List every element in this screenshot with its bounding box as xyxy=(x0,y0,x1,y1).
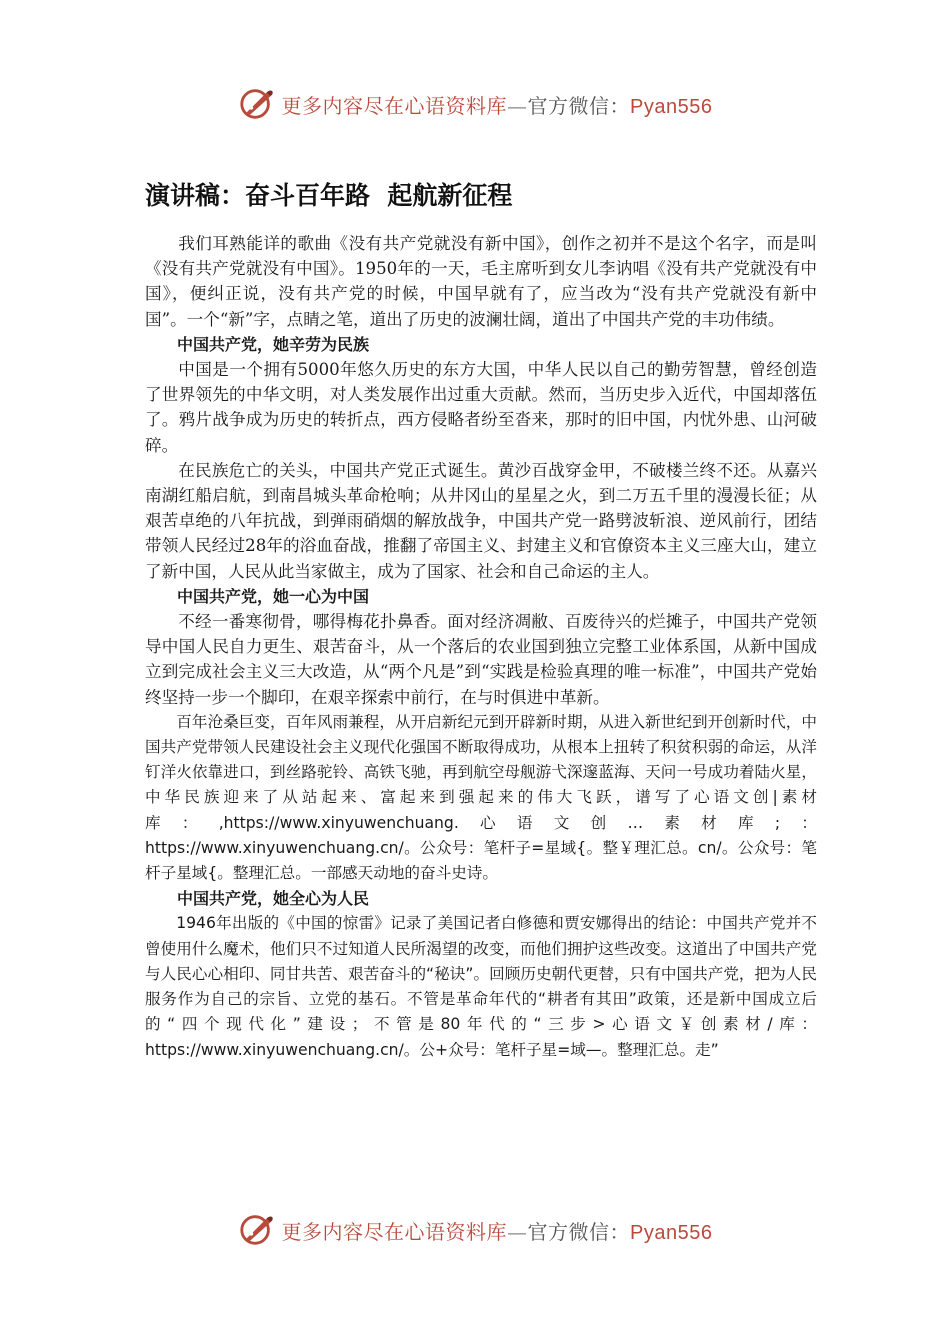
quill-pen-logo-icon xyxy=(238,1211,276,1249)
paragraph-3: 在民族危亡的关头，中国共产党正式诞生。黄沙百战穿金甲，不破楼兰终不还。从嘉兴南湖红船启航，到南昌城头革命枪响；从井冈山的星星之火，到二万五千里的漫漫长征；从艰苦卓绝的八年抗战，到弹雨硝烟的解放战争，中国共产党一路劈波斩浪、逆风前行，团结带领人民经过28年的浴血奋战，推翻了帝国主义、封建主义和官僚资本主义三座大山，建立了新中国，人民从此当家做主，成为了国家、社会和自己命运的主人。 xyxy=(145,460,817,581)
banner-wechat-id: Pyan556 xyxy=(630,95,713,118)
banner-wechat-label: 官方微信： xyxy=(527,93,631,118)
section-heading-2: 中国共产党，她一心为中国 xyxy=(177,586,370,606)
banner-separator: — xyxy=(507,93,528,118)
quill-pen-logo-icon xyxy=(238,85,276,123)
banner-separator: — xyxy=(507,1219,528,1244)
section-heading-3: 中国共产党，她全心为人民 xyxy=(177,889,370,909)
banner-wechat-label: 官方微信： xyxy=(527,1219,631,1244)
paragraph-2: 中国是一个拥有5000年悠久历史的东方大国，中华人民以自己的勤劳智慧，曾经创造了世界领先的中华文明，对人类发展作出过重大贡献。然而，当历史步入近代，中国却落伍了。鸦片战争成为历史的转折点，西方侵略者纷至沓来，那时的旧中国，内忧外患、山河破碎。 xyxy=(145,360,817,455)
banner-text xyxy=(282,1216,713,1245)
banner-main-text: 更多内容尽在心语资料库 xyxy=(281,93,508,118)
banner-main-text: 更多内容尽在心语资料库 xyxy=(281,1219,508,1244)
banner-wechat-id: Pyan556 xyxy=(630,1221,713,1244)
paragraph-6: 1946年出版的《中国的惊雷》记录了美国记者白修德和贾安娜得出的结论：中国共产党并不曾使用什么魔术，他们只不过知道人民所渴望的改变，而他们拥护这些改变。这道出了中国共产党与人民心心相印、同甘共苦、艰苦奋斗的“秘诀”。回顾历史朝代更替，只有中国共产党，把为人民服务作为自己的宗旨、立党的基石。不管是革命年代的“耕者有其田”政策，还是新中国成立后的“四个现代化”建设；不管是80年代的“三步>心语文￥创素材/库：https://www.xinyuwenchuang.cn/。公+众号：笔杆子星=域—。整理汇总。走” xyxy=(145,914,817,1059)
document-title: 演讲稿：奋斗百年路 起航新征程 xyxy=(145,181,513,210)
banner-text xyxy=(282,90,713,119)
document-body xyxy=(145,231,817,1063)
header-banner xyxy=(0,82,950,126)
paragraph-5: 百年沧桑巨变，百年风雨兼程，从开启新纪元到开辟新时期，从进入新世纪到开创新时代，中国共产党带领人民建设社会主义现代化强国不断取得成功，从根本上扭转了积贫积弱的命运，从洋钉洋火依靠进口，到丝路驼铃、高铁飞驰，再到航空母舰游弋深邃蓝海、天问一号成功着陆火星，中华民族迎来了从站起来、富起来到强起来的伟大飞跃，谱写了心语文创|素材库：,https://www.xinyuwenchuang.心语文创…素材库;：https://www.xinyuwenchuang.cn/。公众号：笔杆子=星域{。整￥理汇总。cn/。公众号：笔杆子星域{。整理汇总。一部感天动地的奋斗史诗。 xyxy=(145,712,817,883)
paragraph-1: 我们耳熟能详的歌曲《没有共产党就没有新中国》，创作之初并不是这个名字，而是叫《没有共产党就没有中国》。1950年的一天，毛主席听到女儿李讷唱《没有共产党就没有中国》，便纠正说，没有共产党的时候，中国早就有了，应当改为“没有共产党就没有新中国”。一个“新”字，点睛之笔，道出了历史的波澜壮阔，道出了中国共产党的丰功伟绩。 xyxy=(145,234,817,329)
paragraph-4: 不经一番寒彻骨，哪得梅花扑鼻香。面对经济凋敝、百废待兴的烂摊子，中国共产党领导中国人民自力更生、艰苦奋斗，从一个落后的农业国到独立完整工业体系国，从新中国成立到完成社会主义三大改造，从“两个凡是”到“实践是检验真理的唯一标准”，中国共产党始终坚持一步一个脚印，在艰辛探索中前行，在与时俱进中革新。 xyxy=(145,612,817,707)
section-heading-1: 中国共产党，她辛劳为民族 xyxy=(177,334,370,354)
footer-banner xyxy=(0,1208,950,1252)
